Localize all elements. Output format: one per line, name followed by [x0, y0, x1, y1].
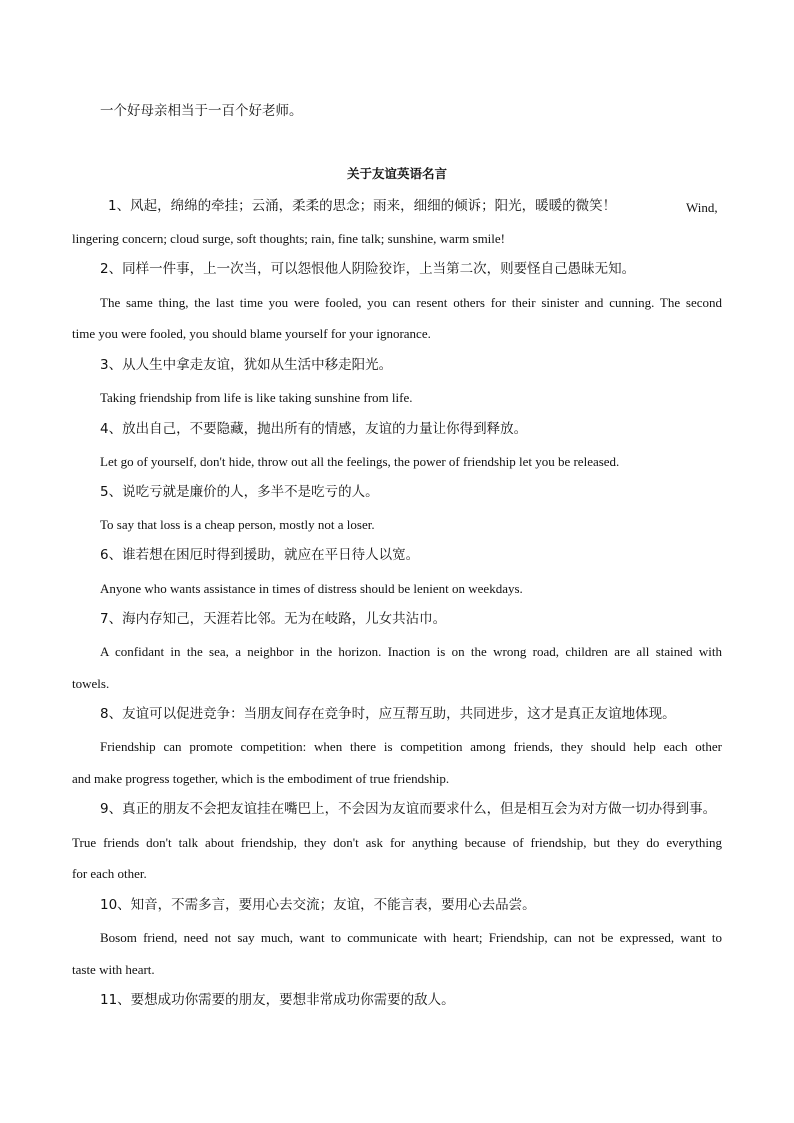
quote-1-chinese: 1、风起，绵绵的牵挂；云涌，柔柔的思念；雨来，细细的倾诉；阳光，暖暖的微笑！ — [108, 198, 617, 214]
quote-2-english-line-1: The same thing, the last time you were fooled, you can resent others for their sinister and cunning. The second — [100, 295, 722, 310]
quote-10-chinese: 10、知音，不需多言，要用心去交流；友谊，不能言表，要用心去品尝。 — [100, 897, 536, 913]
quote-9-english-line-2: for each other. — [72, 866, 147, 881]
quote-7-chinese: 7、海内存知己，天涯若比邻。无为在岐路，儿女共沾巾。 — [100, 611, 447, 627]
quote-9-chinese: 9、真正的朋友不会把友谊挂在嘴巴上，不会因为友谊而要求什么，但是相互会为对方做一切办得到事。 — [100, 801, 717, 817]
quote-9-english-line-1: True friends don't talk about friendship, they don't ask for anything because of friendship, but they do everything — [72, 835, 722, 850]
quote-4-chinese: 4、放出自己，不要隐藏，抛出所有的情感，友谊的力量让你得到释放。 — [100, 421, 528, 437]
quote-3-english: Taking friendship from life is like taking sunshine from life. — [100, 390, 413, 405]
quote-2-english-line-2: time you were fooled, you should blame yourself for your ignorance. — [72, 326, 431, 341]
quote-7-english-line-2: towels. — [72, 676, 110, 691]
quote-4-english: Let go of yourself, don't hide, throw out all the feelings, the power of friendship let you be released. — [100, 454, 620, 469]
lead-sentence: 一个好母亲相当于一百个好老师。 — [100, 103, 303, 119]
section-title: 关于友谊英语名言 — [346, 166, 447, 181]
quote-2-chinese: 2、同样一件事，上一次当，可以怨恨他人阴险狡诈，上当第二次，则要怪自己愚昧无知。 — [100, 261, 636, 277]
quote-6-english: Anyone who wants assistance in times of distress should be lenient on weekdays. — [100, 581, 523, 596]
quote-11-chinese: 11、要想成功你需要的朋友，要想非常成功你需要的敌人。 — [100, 992, 455, 1008]
quote-8-english-line-1: Friendship can promote competition: when there is competition among friends, they should help each other — [100, 739, 722, 754]
quote-1-english-start: Wind, — [686, 200, 718, 215]
quote-5-chinese: 5、说吃亏就是廉价的人，多半不是吃亏的人。 — [100, 484, 379, 500]
quote-5-english: To say that loss is a cheap person, mostly not a loser. — [100, 517, 375, 532]
quote-3-chinese: 3、从人生中拿走友谊，犹如从生活中移走阳光。 — [100, 357, 393, 373]
quote-1-english: lingering concern; cloud surge, soft thoughts; rain, fine talk; sunshine, warm smile! — [72, 231, 506, 246]
quote-8-chinese: 8、友谊可以促进竞争：当朋友间存在竞争时，应互帮互助，共同进步，这才是真正友谊地体现。 — [100, 706, 676, 722]
quote-7-english-line-1: A confidant in the sea, a neighbor in the horizon. Inaction is on the wrong road, children are all stained with — [100, 644, 722, 659]
quote-10-english-line-2: taste with heart. — [72, 962, 155, 977]
quote-8-english-line-2: and make progress together, which is the embodiment of true friendship. — [72, 771, 450, 786]
quote-10-english-line-1: Bosom friend, need not say much, want to communicate with heart; Friendship, can not be expressed, want to — [100, 930, 722, 945]
quote-6-chinese: 6、谁若想在困厄时得到援助，就应在平日待人以宽。 — [100, 547, 420, 563]
